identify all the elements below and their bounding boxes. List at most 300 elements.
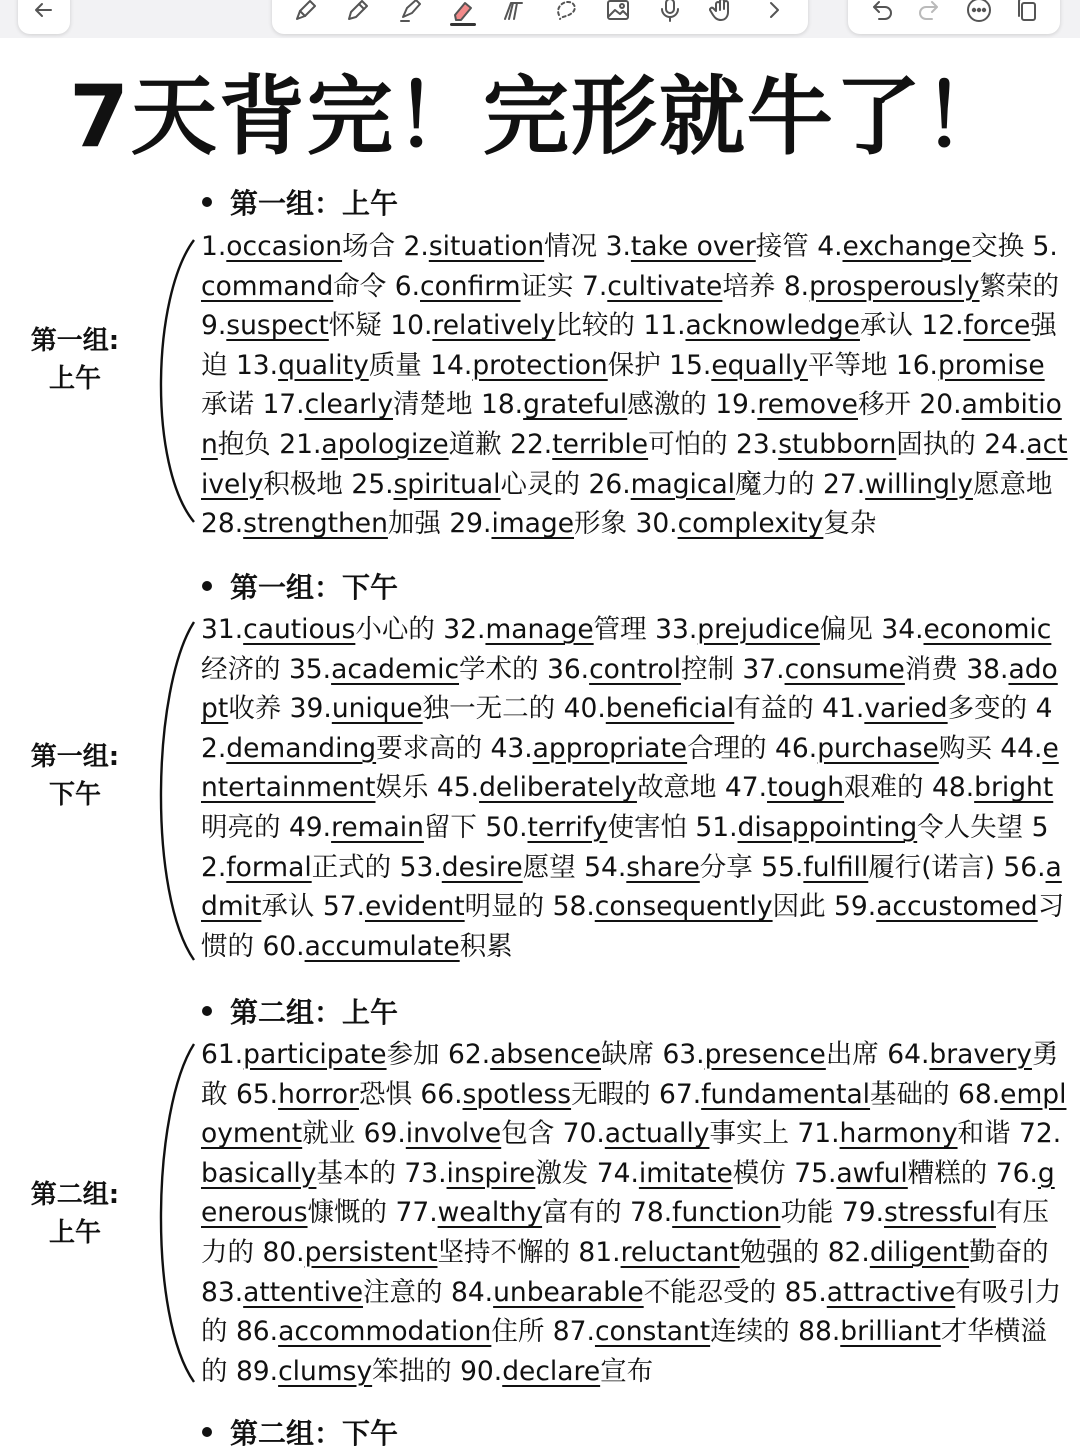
vocab-number: 8. — [783, 270, 810, 302]
vocab-chinese-meaning: 习惯的 — [201, 891, 1065, 962]
vocab-chinese-meaning: 培养 — [722, 270, 776, 302]
vocab-chinese-meaning: 笨拙的 — [372, 1355, 452, 1387]
vocab-english-word: wealthy — [437, 1197, 543, 1229]
vocab-chinese-meaning: 正式的 — [311, 851, 392, 883]
vocab-number: 76. — [995, 1157, 1038, 1189]
redo-icon[interactable] — [915, 0, 945, 25]
vocab-number: 27. — [823, 468, 866, 500]
vocab-item — [395, 271, 574, 302]
vocab-item — [485, 812, 687, 843]
hand-icon[interactable] — [707, 0, 737, 25]
vocab-english-word: employment — [201, 1078, 1067, 1150]
vocab-english-word: diligent — [869, 1236, 970, 1268]
vocab-item — [564, 693, 814, 724]
vocab-english-word: prejudice — [697, 614, 820, 645]
vocab-number: 61. — [201, 1039, 244, 1070]
vocab-english-word: terrible — [552, 428, 649, 460]
vocab-english-word: imitate — [638, 1157, 733, 1189]
vocab-number: 18. — [480, 389, 524, 421]
vocab-item — [279, 429, 501, 460]
vocab-item — [290, 693, 556, 724]
vocab-chinese-meaning: 控制 — [680, 653, 734, 685]
active-tool-indicator — [450, 23, 476, 26]
vocab-list — [201, 1035, 1069, 1391]
vocab-chinese-meaning: 恐惧 — [358, 1078, 412, 1110]
vocab-item — [553, 891, 826, 922]
vocab-chinese-meaning: 有益的 — [734, 693, 814, 725]
vocab-chinese-meaning: 积累 — [459, 930, 513, 962]
vocab-english-word: participate — [243, 1039, 387, 1070]
vocab-chinese-meaning: 分享 — [699, 851, 753, 883]
vocab-chinese-meaning: 连续的 — [710, 1316, 790, 1348]
vocab-chinese-meaning: 消费 — [904, 653, 958, 685]
vocab-item — [643, 310, 913, 341]
vocab-number: 80. — [262, 1236, 305, 1268]
vocab-english-word: absence — [490, 1039, 601, 1070]
vocab-item — [437, 772, 717, 803]
vocab-item — [236, 350, 422, 381]
vocab-english-word: fulfill — [803, 851, 869, 883]
vocab-english-word: bright — [974, 772, 1054, 804]
vocab-english-word: purchase — [817, 732, 939, 764]
vocab-number: 58. — [552, 891, 595, 923]
vocab-item — [236, 1316, 544, 1347]
vocab-chinese-meaning: 因此 — [772, 891, 826, 923]
vocab-number: 25. — [351, 468, 394, 500]
vocab-english-word: accommodation — [278, 1316, 492, 1348]
vocab-number: 26. — [588, 468, 631, 500]
chevron-right-icon[interactable] — [759, 0, 789, 25]
vocab-chinese-meaning: 学术的 — [459, 653, 539, 685]
vocab-number: 57. — [322, 891, 365, 923]
vocab-english-word: command — [201, 270, 334, 302]
vocab-number: 17. — [262, 389, 305, 421]
vocab-chinese-meaning: 和谐 — [957, 1118, 1011, 1150]
vocab-english-word: function — [672, 1197, 781, 1229]
vocab-chinese-meaning: 无暇的 — [571, 1078, 651, 1110]
vocab-chinese-meaning: 合理的 — [687, 732, 767, 764]
vocab-english-word: protection — [472, 349, 608, 381]
vocab-english-word: image — [491, 508, 575, 540]
vocab-number: 3. — [605, 231, 631, 262]
vocab-number: 15. — [669, 349, 712, 381]
vocab-item — [449, 508, 627, 539]
vocab-english-word: involve — [405, 1118, 502, 1150]
vocab-english-word: generous — [201, 1157, 1055, 1229]
vocab-item — [400, 852, 576, 883]
vocab-item — [390, 310, 635, 341]
vocab-item — [201, 614, 435, 645]
vocab-item — [606, 231, 809, 262]
vocab-english-word: exchange — [842, 231, 972, 262]
vocab-chinese-meaning: 富有的 — [542, 1197, 622, 1229]
vocab-english-word: accumulate — [304, 930, 460, 962]
vocab-chinese-meaning: 不能忍受的 — [643, 1276, 777, 1308]
vocab-number: 71. — [797, 1118, 840, 1150]
vocab-chinese-meaning: 证实 — [520, 270, 574, 302]
vocab-item — [289, 812, 477, 843]
vocab-english-word: fundamental — [701, 1078, 871, 1110]
vocab-item — [784, 271, 1059, 302]
vocab-chinese-meaning: 勉强的 — [739, 1236, 820, 1268]
vocab-number: 87. — [552, 1316, 595, 1348]
vocab-list — [201, 610, 1069, 966]
vocab-chinese-meaning: 宣布 — [600, 1355, 654, 1387]
vocab-item — [323, 891, 544, 922]
vocab-item — [775, 733, 992, 764]
vocab-number: 5. — [1032, 231, 1058, 262]
vocab-chinese-meaning: 事实上 — [709, 1118, 789, 1150]
vocab-english-word: tough — [767, 772, 845, 804]
vocab-item — [289, 654, 539, 685]
vocab-chinese-meaning: 勇敢 — [201, 1039, 1059, 1110]
vocab-number: 39. — [289, 693, 332, 725]
vocab-english-word: consume — [784, 653, 905, 685]
vocab-item — [364, 1118, 555, 1149]
vocab-chinese-meaning: 缺席 — [601, 1039, 654, 1070]
vocab-english-word: attentive — [243, 1276, 364, 1308]
vocab-number: 63. — [662, 1039, 705, 1070]
vocab-english-word: beneficial — [605, 693, 735, 725]
vocab-number: 37. — [742, 653, 785, 685]
vocab-item — [443, 614, 646, 645]
vocab-english-word: demanding — [226, 732, 377, 764]
vocab-number: 66. — [420, 1078, 463, 1110]
vocab-chinese-meaning: 魔力的 — [735, 468, 815, 500]
vocab-number: 12. — [921, 310, 964, 342]
vocab-item — [201, 508, 441, 539]
vocab-item — [822, 693, 1027, 724]
vocab-item — [817, 231, 1024, 262]
vocab-number: 52. — [201, 811, 1049, 883]
vocab-english-word: remain — [331, 811, 424, 843]
vocab-english-word: control — [589, 653, 681, 685]
vocab-english-word: quality — [278, 349, 369, 381]
vocab-number: 4. — [817, 231, 843, 262]
vocab-item — [262, 931, 512, 962]
vocab-chinese-meaning: 坚持不懈的 — [437, 1236, 570, 1268]
vocab-number: 7. — [581, 270, 608, 302]
vocab-number: 56. — [1003, 851, 1046, 883]
vocab-number: 1. — [201, 231, 227, 262]
vocab-chinese-meaning: 要求高的 — [376, 732, 483, 764]
vocab-number: 90. — [460, 1355, 503, 1387]
vocab-number: 72. — [1018, 1118, 1062, 1150]
vocab-chinese-meaning: 小心的 — [355, 614, 435, 645]
vocab-item — [597, 1158, 786, 1189]
vocab-chinese-meaning: 注意的 — [363, 1276, 443, 1308]
vocab-english-word: situation — [428, 231, 545, 262]
vocab-number: 31. — [201, 614, 244, 645]
vocab-english-word: persistent — [304, 1236, 438, 1268]
vocab-chinese-meaning: 参加 — [386, 1039, 440, 1070]
vocab-item — [553, 1316, 790, 1347]
vocab-number: 79. — [841, 1197, 885, 1229]
vocab-number: 21. — [279, 428, 322, 460]
vocab-number: 30. — [635, 508, 678, 540]
vocab-english-word: willingly — [865, 468, 973, 500]
vocab-english-word: stressful — [884, 1197, 996, 1229]
vocab-number: 75. — [794, 1157, 837, 1189]
vocab-item — [420, 1079, 650, 1110]
vocab-english-word: consequently — [594, 891, 773, 923]
vocab-chinese-meaning: 艰难的 — [844, 772, 924, 804]
vocab-number: 73. — [404, 1157, 447, 1189]
vocab-number: 13. — [235, 349, 279, 381]
vocab-item — [236, 1079, 412, 1110]
vocab-number: 50. — [485, 811, 528, 843]
vocab-chinese-meaning: 积极地 — [263, 468, 343, 500]
vocab-english-word: actively — [201, 428, 1068, 500]
vocab-item — [655, 614, 873, 645]
section-heading: 第一组：上午 — [202, 186, 398, 222]
vocab-chinese-meaning: 基础的 — [870, 1078, 950, 1110]
vocab-chinese-meaning: 故意地 — [636, 772, 717, 804]
back-arrow-icon — [29, 0, 59, 25]
vocab-number: 44. — [1000, 732, 1043, 764]
brace-icon — [150, 1040, 198, 1386]
vocab-item — [262, 1237, 570, 1268]
bullet-icon — [202, 581, 212, 591]
text-tool-icon[interactable] — [499, 0, 529, 25]
vocab-number: 32. — [443, 614, 486, 645]
vocab-number: 22. — [510, 428, 553, 460]
vocab-english-word: complexity — [677, 508, 824, 540]
vocab-number: 10. — [390, 310, 433, 342]
vocab-item — [584, 852, 753, 883]
vocab-item — [695, 812, 1023, 843]
vocab-english-word: harmony — [839, 1118, 958, 1150]
vocab-chinese-meaning: 心灵的 — [500, 468, 581, 500]
vocab-item — [481, 389, 707, 420]
vocab-chinese-meaning: 有压力的 — [201, 1197, 1049, 1268]
vocab-chinese-meaning: 承诺 — [201, 389, 254, 421]
vocab-chinese-meaning: 固执的 — [896, 428, 976, 460]
vocab-item — [715, 389, 911, 420]
vocab-english-word: awful — [836, 1157, 908, 1189]
vocab-number: 38. — [966, 653, 1009, 685]
vocab-item — [797, 1118, 1010, 1149]
vocab-chinese-meaning: 道歉 — [448, 428, 502, 460]
vocab-english-word: varied — [864, 693, 948, 725]
vocab-chinese-meaning: 明显的 — [464, 891, 545, 923]
section-heading: 第一组：下午 — [202, 570, 398, 606]
vocab-english-word: presence — [704, 1039, 826, 1070]
vocab-item — [491, 733, 767, 764]
vocab-english-word: reluctant — [620, 1236, 740, 1268]
vocab-number: 81. — [578, 1236, 621, 1268]
pencil-icon[interactable] — [343, 0, 373, 25]
vocab-chinese-meaning: 收养 — [228, 693, 282, 725]
vocab-english-word: formal — [226, 851, 312, 883]
vocab-item — [351, 469, 580, 500]
vocab-item — [725, 772, 924, 803]
vocab-item — [582, 271, 775, 302]
lasso-icon[interactable] — [551, 0, 581, 25]
vocab-item — [823, 469, 1052, 500]
vocab-chinese-meaning: 使害怕 — [607, 811, 687, 843]
vocab-english-word: admit — [201, 851, 1062, 923]
vocab-number: 85. — [784, 1276, 827, 1308]
vocab-number: 41. — [822, 693, 865, 725]
vocab-item — [794, 1158, 987, 1189]
vocab-english-word: academic — [331, 653, 460, 685]
vocab-number: 89. — [235, 1355, 279, 1387]
vocab-item — [451, 1277, 776, 1308]
vocab-english-word: inspire — [446, 1157, 536, 1189]
vocab-chinese-meaning: 就业 — [302, 1118, 356, 1150]
vocab-item — [430, 350, 661, 381]
vocab-english-word: disappointing — [737, 811, 918, 843]
vocab-number: 19. — [715, 389, 758, 421]
vocab-chinese-meaning: 住所 — [491, 1316, 545, 1348]
undo-icon[interactable] — [866, 0, 896, 25]
eraser-icon[interactable] — [447, 0, 477, 25]
vocab-item — [510, 429, 728, 460]
vocab-number: 70. — [562, 1118, 605, 1150]
vocab-item — [201, 1277, 443, 1308]
vocab-chinese-meaning: 独一无二的 — [422, 693, 556, 725]
vocab-chinese-meaning: 复杂 — [823, 508, 877, 540]
vocab-english-word: unbearable — [493, 1276, 644, 1308]
vocab-chinese-meaning: 管理 — [593, 614, 647, 645]
vocab-chinese-meaning: 糟糕的 — [907, 1157, 988, 1189]
side-label: 第一组: 上午 — [30, 326, 120, 394]
vocab-item — [588, 469, 814, 500]
vocab-number: 36. — [546, 653, 590, 685]
vocab-number: 43. — [490, 732, 533, 764]
vocab-chinese-meaning: 令人失望 — [917, 811, 1024, 843]
vocab-english-word: cultivate — [607, 270, 723, 302]
vocab-item — [547, 654, 734, 685]
vocab-chinese-meaning: 慷慨的 — [307, 1197, 388, 1229]
vocab-english-word: terrify — [527, 811, 608, 843]
vocab-english-word: actually — [604, 1118, 710, 1150]
vocab-english-word: stubborn — [778, 428, 897, 460]
vocab-english-word: deliberately — [479, 772, 637, 804]
side-label: 第一组: 下午 — [30, 742, 120, 810]
pages-icon[interactable] — [1013, 0, 1043, 25]
vocab-item — [395, 1197, 621, 1228]
vocab-english-word: magical — [630, 468, 736, 500]
vocab-english-word: basically — [201, 1157, 317, 1189]
vocab-item — [736, 429, 976, 460]
vocab-number: 6. — [394, 270, 421, 302]
vocab-english-word: brilliant — [840, 1316, 941, 1348]
vocab-number: 48. — [931, 772, 975, 804]
vocab-chinese-meaning: 抱负 — [217, 428, 271, 460]
vocab-english-word: constant — [594, 1316, 711, 1348]
vocab-chinese-meaning: 清楚地 — [393, 389, 473, 421]
microphone-icon[interactable] — [655, 0, 685, 25]
more-icon[interactable] — [964, 0, 994, 25]
vocab-chinese-meaning: 留下 — [423, 811, 477, 843]
vocab-item — [635, 508, 876, 539]
vocab-chinese-meaning: 形象 — [574, 508, 628, 540]
vocab-number: 14. — [430, 349, 473, 381]
vocab-chinese-meaning: 承认 — [261, 891, 315, 923]
vocab-number: 83. — [201, 1276, 244, 1308]
brace-icon — [150, 236, 198, 526]
vocab-english-word: promise — [937, 349, 1045, 381]
vocab-english-word: spotless — [462, 1078, 572, 1110]
vocab-item — [404, 1158, 588, 1189]
vocab-chinese-meaning: 出席 — [825, 1039, 879, 1070]
page-title: 7天背完！完形就牛了！ — [69, 67, 1011, 167]
vocab-number: 23. — [736, 428, 779, 460]
vocab-number: 59. — [834, 891, 877, 923]
vocab-number: 9. — [201, 310, 227, 342]
vocab-chinese-meaning: 愿望 — [522, 851, 576, 883]
vocab-chinese-meaning: 强迫 — [201, 310, 1057, 381]
vocab-number: 88. — [798, 1316, 841, 1348]
vocab-english-word: horror — [278, 1078, 359, 1110]
vocab-chinese-meaning: 怀疑 — [328, 310, 382, 342]
vocab-item — [460, 1356, 653, 1387]
vocab-item — [201, 1039, 440, 1070]
image-icon[interactable] — [603, 0, 633, 25]
vocab-english-word: bravery — [929, 1039, 1032, 1070]
vocab-item — [630, 1197, 833, 1228]
back-button[interactable] — [18, 0, 70, 34]
vocab-number: 67. — [659, 1078, 702, 1110]
vocab-number: 45. — [436, 772, 480, 804]
vocab-english-word: evident — [364, 891, 465, 923]
vocab-chinese-meaning: 承认 — [859, 310, 913, 342]
section-heading: 第二组：上午 — [202, 995, 398, 1031]
vocab-chinese-meaning: 功能 — [780, 1197, 834, 1229]
vocab-number: 20. — [919, 389, 962, 421]
vocab-english-word: ambition — [201, 389, 1062, 460]
vocab-item — [201, 310, 382, 341]
vocab-chinese-meaning: 多变的 — [947, 693, 1028, 725]
vocab-english-word: manage — [485, 614, 594, 645]
vocab-number: 77. — [395, 1197, 438, 1229]
bullet-icon — [202, 1006, 212, 1016]
vocab-chinese-meaning: 可怕的 — [648, 428, 728, 460]
vocab-english-word: appropriate — [532, 732, 688, 764]
vocab-item — [201, 231, 395, 262]
vocab-list — [201, 227, 1069, 544]
vocab-item — [761, 852, 995, 883]
vocab-chinese-meaning: 比较的 — [555, 310, 635, 342]
vocab-chinese-meaning: 购买 — [938, 732, 992, 764]
highlighter-icon[interactable] — [395, 0, 425, 25]
vocab-english-word: apologize — [321, 428, 449, 460]
brace-icon — [150, 618, 198, 964]
vocab-english-word: equally — [711, 349, 808, 381]
vocab-number: 86. — [235, 1316, 279, 1348]
vocab-number: 2. — [403, 231, 429, 262]
vocab-chinese-meaning: 勤奋的 — [969, 1236, 1049, 1268]
vocab-number: 64. — [887, 1039, 930, 1070]
vocab-item — [669, 350, 887, 381]
vocab-number: 29. — [449, 508, 492, 540]
pen-icon[interactable] — [291, 0, 321, 25]
vocab-number: 47. — [724, 772, 768, 804]
vocab-item — [563, 1118, 789, 1149]
vocab-english-word: economic — [923, 614, 1052, 645]
vocab-item — [662, 1039, 878, 1070]
vocab-number: 24. — [984, 428, 1027, 460]
vocab-english-word: share — [626, 851, 700, 883]
vocab-item — [404, 231, 598, 262]
vocab-number: 11. — [643, 310, 686, 342]
vocab-number: 78. — [630, 1197, 673, 1229]
vocab-english-word: clearly — [304, 389, 394, 421]
vocab-number: 82. — [827, 1236, 870, 1268]
vocab-number: 35. — [288, 653, 332, 685]
